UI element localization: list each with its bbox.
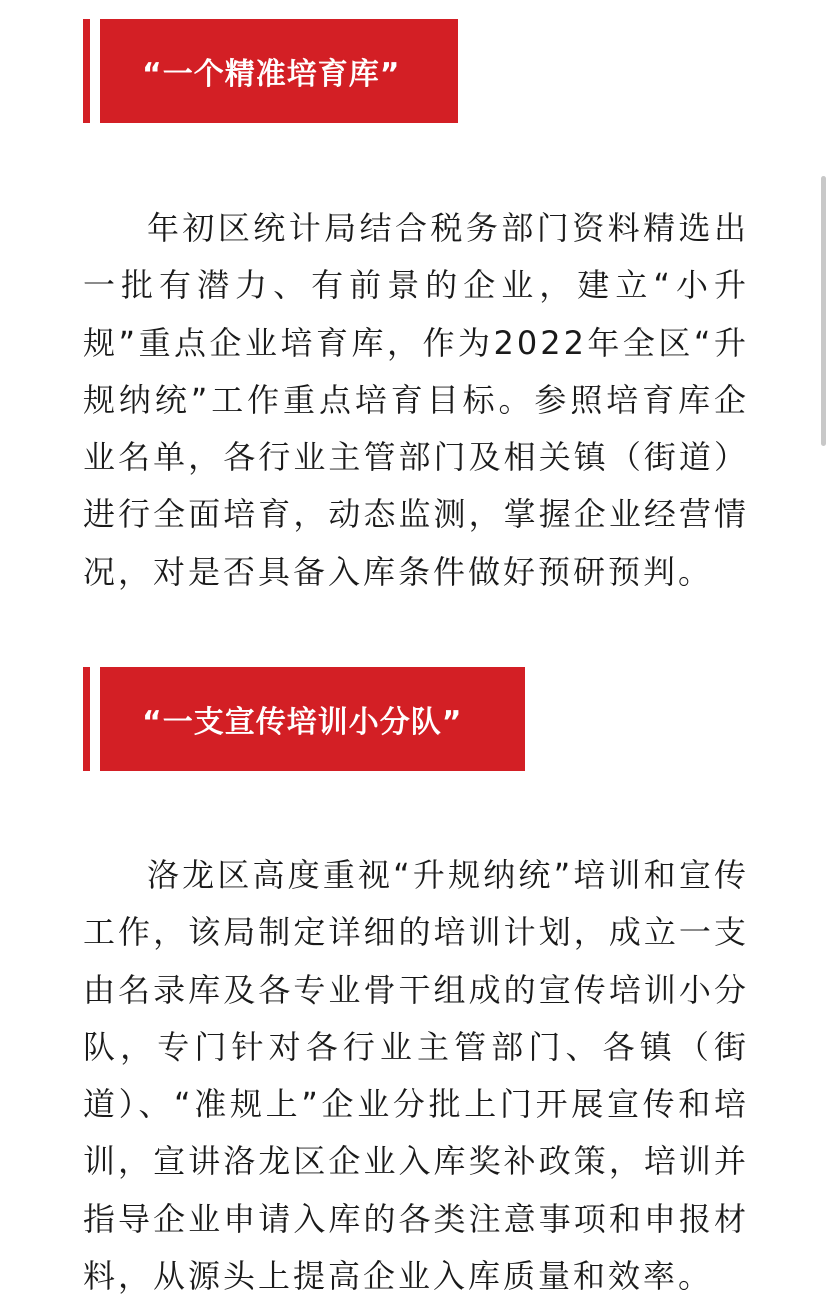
section-title-2: “一支宣传培训小分队” [100,667,525,771]
section-title-1: “一个精准培育库” [100,19,458,123]
section-header-2 [83,667,525,771]
scrollbar-thumb[interactable] [821,176,826,446]
header-accent-bar [83,19,90,123]
section-body-1: 年初区统计局结合税务部门资料精选出一批有潜力、有前景的企业，建立“小升规”重点企业培育库，作为2022年全区“升规纳统”工作重点培育目标。参照培育库企业名单，各行业主管部门及相关镇（街道）进行全面培育，动态监测，掌握企业经营情况，对是否具备入库条件做好预研预判。 [83,209,749,591]
section-body-2: 洛龙区高度重视“升规纳统”培训和宣传工作，该局制定详细的培训计划，成立一支由名录库及各专业骨干组成的宣传培训小分队，专门针对各行业主管部门、各镇（街道）、“准规上”企业分批上门开展宣传和培训，宣讲洛龙区企业入库奖补政策，培训并指导企业申请入库的各类注意事项和申报材料，从源头上提高企业入库质量和效率。 [83,856,749,1296]
section-header-1 [83,19,458,123]
header-accent-bar [83,667,90,771]
